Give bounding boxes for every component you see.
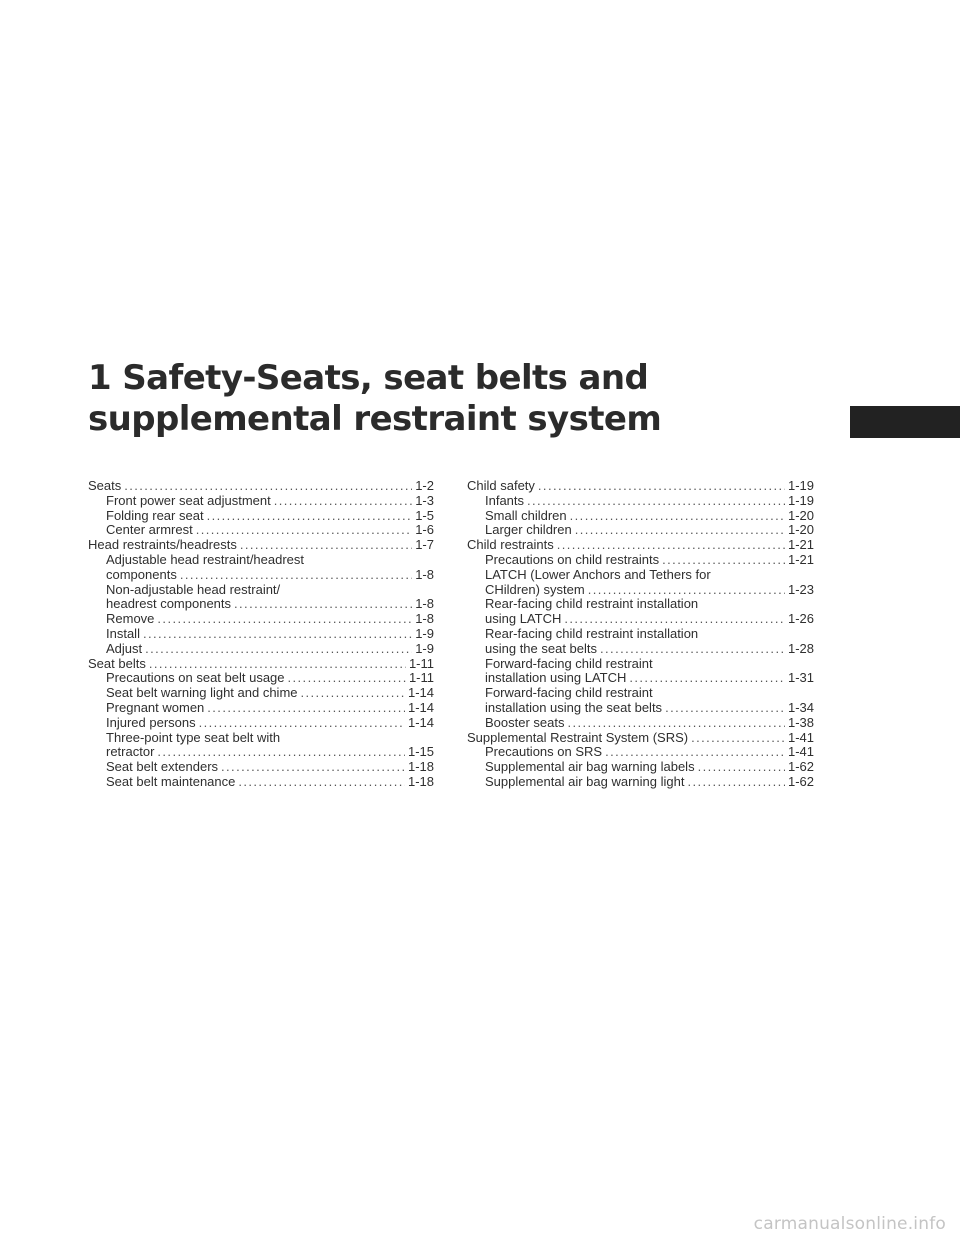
toc-subentry[interactable] [88, 716, 434, 731]
toc-page-number: 1-6 [415, 522, 434, 538]
toc-subentry[interactable] [88, 494, 434, 509]
toc-entry-text-line: Rear-facing child restraint installation [485, 596, 699, 612]
toc-page-number: 1-8 [415, 566, 434, 582]
toc-page-number: 1-38 [787, 714, 814, 730]
toc-entry-row [106, 686, 434, 701]
toc-entry-title: Head restraints/headrests [88, 537, 237, 553]
toc-subentry[interactable] [467, 568, 814, 598]
toc-page-number: 1-62 [787, 759, 814, 775]
toc-page-number: 1-20 [787, 507, 814, 523]
toc-entry-title: Adjust [106, 640, 143, 656]
dot-leader [288, 671, 406, 686]
toc-page-number: 1-21 [787, 537, 814, 553]
toc-entry-title: Booster seats [485, 714, 565, 730]
toc-entry-row [485, 509, 814, 524]
dot-leader [687, 775, 785, 790]
toc-right-column [467, 479, 814, 790]
toc-entry-row [106, 612, 434, 627]
dot-leader [662, 553, 785, 568]
dot-leader [124, 479, 412, 494]
toc-entry-title: Pregnant women [106, 699, 205, 715]
toc-entry-title: using the seat belts [485, 640, 598, 656]
chapter-title-line-1: 1 Safety-Seats, seat belts and [88, 358, 649, 398]
toc-entry-title: Larger children [485, 522, 572, 538]
dot-leader [207, 509, 413, 524]
toc-entry-title: components [106, 566, 177, 582]
dot-leader [207, 701, 405, 716]
toc-entry-row [106, 523, 434, 538]
dot-leader [564, 612, 785, 627]
toc-page-number: 1-28 [787, 640, 814, 656]
toc-entry-title: installation using LATCH [485, 670, 627, 686]
toc-entry-row [106, 671, 434, 686]
chapter-tab-marker [850, 406, 960, 438]
toc-page-number: 1-8 [415, 596, 434, 612]
toc-subentry[interactable] [88, 731, 434, 761]
toc-entry-title: CHildren) system [485, 581, 585, 597]
toc-entry-title: Seat belts [88, 655, 146, 671]
toc-subentry[interactable] [467, 553, 814, 568]
toc-entry-row [88, 479, 434, 494]
toc-section-entry[interactable] [467, 479, 814, 494]
toc-entry-row [467, 479, 814, 494]
toc-entry-title: Child safety [467, 478, 535, 493]
toc-subentry[interactable] [88, 775, 434, 790]
toc-subentry[interactable] [467, 494, 814, 509]
dot-leader [557, 538, 785, 553]
toc-subentry[interactable] [88, 642, 434, 657]
toc-page-number: 1-11 [408, 655, 434, 671]
toc-section-entry[interactable] [88, 657, 434, 672]
dot-leader [180, 568, 412, 583]
toc-entry-row [485, 716, 814, 731]
toc-page-number: 1-20 [787, 522, 814, 538]
toc-subentry[interactable] [467, 597, 814, 627]
toc-subentry[interactable] [88, 509, 434, 524]
toc-page-number: 1-5 [415, 507, 434, 523]
toc-entry-title: Seat belt maintenance [106, 773, 236, 789]
dot-leader [274, 494, 412, 509]
dot-leader [538, 479, 785, 494]
toc-page-number: 1-23 [787, 581, 814, 597]
toc-entry-row [106, 760, 434, 775]
dot-leader [665, 701, 785, 716]
toc-entry-title: Folding rear seat [106, 507, 204, 523]
toc-entry-title: Small children [485, 507, 567, 523]
toc-subentry[interactable] [88, 553, 434, 583]
toc-entry-row [485, 612, 814, 627]
dot-leader [570, 509, 785, 524]
dot-leader [575, 523, 785, 538]
toc-entry-text-line: Non-adjustable head restraint/ [106, 581, 281, 597]
toc-page-number: 1-3 [415, 492, 434, 508]
toc-entry-row [106, 775, 434, 790]
toc-entry-text-line: Forward-facing child restraint [485, 655, 653, 671]
toc-subentry[interactable] [467, 657, 814, 687]
toc-subentry[interactable] [88, 612, 434, 627]
toc-entry-text-line: Rear-facing child restraint installation [485, 625, 699, 641]
toc-subentry[interactable] [88, 671, 434, 686]
toc-entry-title: Front power seat adjustment [106, 492, 271, 508]
toc-subentry[interactable] [88, 523, 434, 538]
toc-subentry[interactable] [467, 716, 814, 731]
dot-leader [240, 538, 412, 553]
toc-entry-row [485, 760, 814, 775]
toc-subentry[interactable] [467, 745, 814, 760]
toc-subentry[interactable] [88, 686, 434, 701]
toc-entry-title: Injured persons [106, 714, 196, 730]
dot-leader [234, 597, 412, 612]
toc-entry-title: Seat belt warning light and chime [106, 685, 298, 701]
dot-leader [149, 657, 406, 672]
dot-leader [221, 760, 405, 775]
dot-leader [629, 671, 785, 686]
toc-entry-title: Precautions on SRS [485, 744, 603, 760]
toc-entry-row [106, 745, 434, 760]
toc-entry-row [106, 627, 434, 642]
toc-page-number: 1-18 [407, 773, 434, 789]
dot-leader [691, 731, 785, 746]
dot-leader [698, 760, 785, 775]
toc-page-number: 1-11 [408, 670, 434, 686]
toc-page-number: 1-34 [787, 699, 814, 715]
toc-entry-row [485, 775, 814, 790]
toc-page-number: 1-19 [787, 478, 814, 493]
toc-entry-row [106, 494, 434, 509]
toc-entry-row [106, 716, 434, 731]
toc-entry-row [106, 568, 434, 583]
toc-entry-row [485, 583, 814, 598]
toc-entry-row [467, 731, 814, 746]
toc-subentry[interactable] [88, 701, 434, 716]
toc-entry-title: headrest components [106, 596, 232, 612]
dot-leader [196, 523, 413, 538]
toc-entry-row [106, 642, 434, 657]
toc-entry-title: Precautions on seat belt usage [106, 670, 285, 686]
toc-entry-row [485, 745, 814, 760]
watermark: carmanualsonline.info [753, 1214, 946, 1234]
toc-page-number: 1-19 [787, 492, 814, 508]
toc-subentry[interactable] [467, 760, 814, 775]
toc-entry-title: Install [106, 625, 140, 641]
dot-leader [143, 627, 412, 642]
toc-entry-row [485, 642, 814, 657]
toc-entry-row [106, 701, 434, 716]
dot-leader [301, 686, 405, 701]
toc-page-number: 1-21 [787, 551, 814, 567]
dot-leader [568, 716, 785, 731]
toc-entry-row [106, 597, 434, 612]
toc-entry-row [467, 538, 814, 553]
toc-entry-title: Supplemental air bag warning light [485, 773, 685, 789]
toc-entry-text-line: Forward-facing child restraint [485, 685, 653, 701]
dot-leader [605, 745, 785, 760]
toc-subentry[interactable] [88, 760, 434, 775]
dot-leader [588, 583, 785, 598]
toc-subentry[interactable] [467, 509, 814, 524]
toc-page-number: 1-41 [787, 729, 814, 745]
toc-section-entry[interactable] [88, 538, 434, 553]
toc-page-number: 1-9 [415, 640, 434, 656]
toc-subentry[interactable] [467, 523, 814, 538]
toc-entry-row [485, 701, 814, 716]
toc-entry-row [485, 553, 814, 568]
toc-left-column [88, 479, 434, 790]
toc-entry-title: Supplemental air bag warning labels [485, 759, 695, 775]
toc-page-number: 1-26 [787, 611, 814, 627]
toc-page-number: 1-9 [415, 625, 434, 641]
toc-entry-title: Seat belt extenders [106, 759, 219, 775]
toc-entry-title: using LATCH [485, 611, 562, 627]
toc-entry-title: Supplemental Restraint System (SRS) [467, 729, 689, 745]
toc-entry-row [88, 538, 434, 553]
toc-entry-title: Infants [485, 492, 525, 508]
dot-leader [157, 612, 412, 627]
toc-page-number: 1-14 [407, 699, 434, 715]
toc-section-entry[interactable] [467, 731, 814, 746]
chapter-title [88, 358, 661, 440]
chapter-title-line-2: supplemental restraint system [88, 399, 662, 439]
toc-entry-title: Seats [88, 478, 122, 493]
toc-entry-text-line: Three-point type seat belt with [106, 729, 281, 745]
toc-entry-title: Remove [106, 611, 155, 627]
toc-page-number: 1-18 [407, 759, 434, 775]
toc-subentry[interactable] [467, 686, 814, 716]
toc-subentry[interactable] [467, 627, 814, 657]
toc-entry-text-line: LATCH (Lower Anchors and Tethers for [485, 566, 711, 582]
dot-leader [199, 716, 405, 731]
toc-page-number: 1-2 [415, 478, 434, 493]
toc-subentry[interactable] [88, 627, 434, 642]
toc-page-number: 1-14 [407, 685, 434, 701]
toc-entry-row [106, 509, 434, 524]
toc-entry-title: installation using the seat belts [485, 699, 663, 715]
toc-page-number: 1-7 [415, 537, 434, 553]
toc-entry-title: Center armrest [106, 522, 193, 538]
toc-entry-title: retractor [106, 744, 155, 760]
toc-subentry[interactable] [467, 775, 814, 790]
toc-entry-title: Precautions on child restraints [485, 551, 660, 567]
toc-entry-row [485, 671, 814, 686]
toc-entry-text-line: Adjustable head restraint/headrest [106, 551, 305, 567]
toc-entry-row [485, 494, 814, 509]
toc-page-number: 1-62 [787, 773, 814, 789]
toc-page-number: 1-8 [415, 611, 434, 627]
toc-subentry[interactable] [88, 583, 434, 613]
toc-page-number: 1-15 [407, 744, 434, 760]
dot-leader [157, 745, 405, 760]
toc-entry-row [485, 523, 814, 538]
dot-leader [238, 775, 405, 790]
dot-leader [145, 642, 412, 657]
toc-entry-title: Child restraints [467, 537, 554, 553]
toc-section-entry[interactable] [88, 479, 434, 494]
dot-leader [600, 642, 785, 657]
toc-page-number: 1-14 [407, 714, 434, 730]
toc-page-number: 1-31 [787, 670, 814, 686]
toc-section-entry[interactable] [467, 538, 814, 553]
toc-page-number: 1-41 [787, 744, 814, 760]
dot-leader [527, 494, 785, 509]
toc-entry-row [88, 657, 434, 672]
